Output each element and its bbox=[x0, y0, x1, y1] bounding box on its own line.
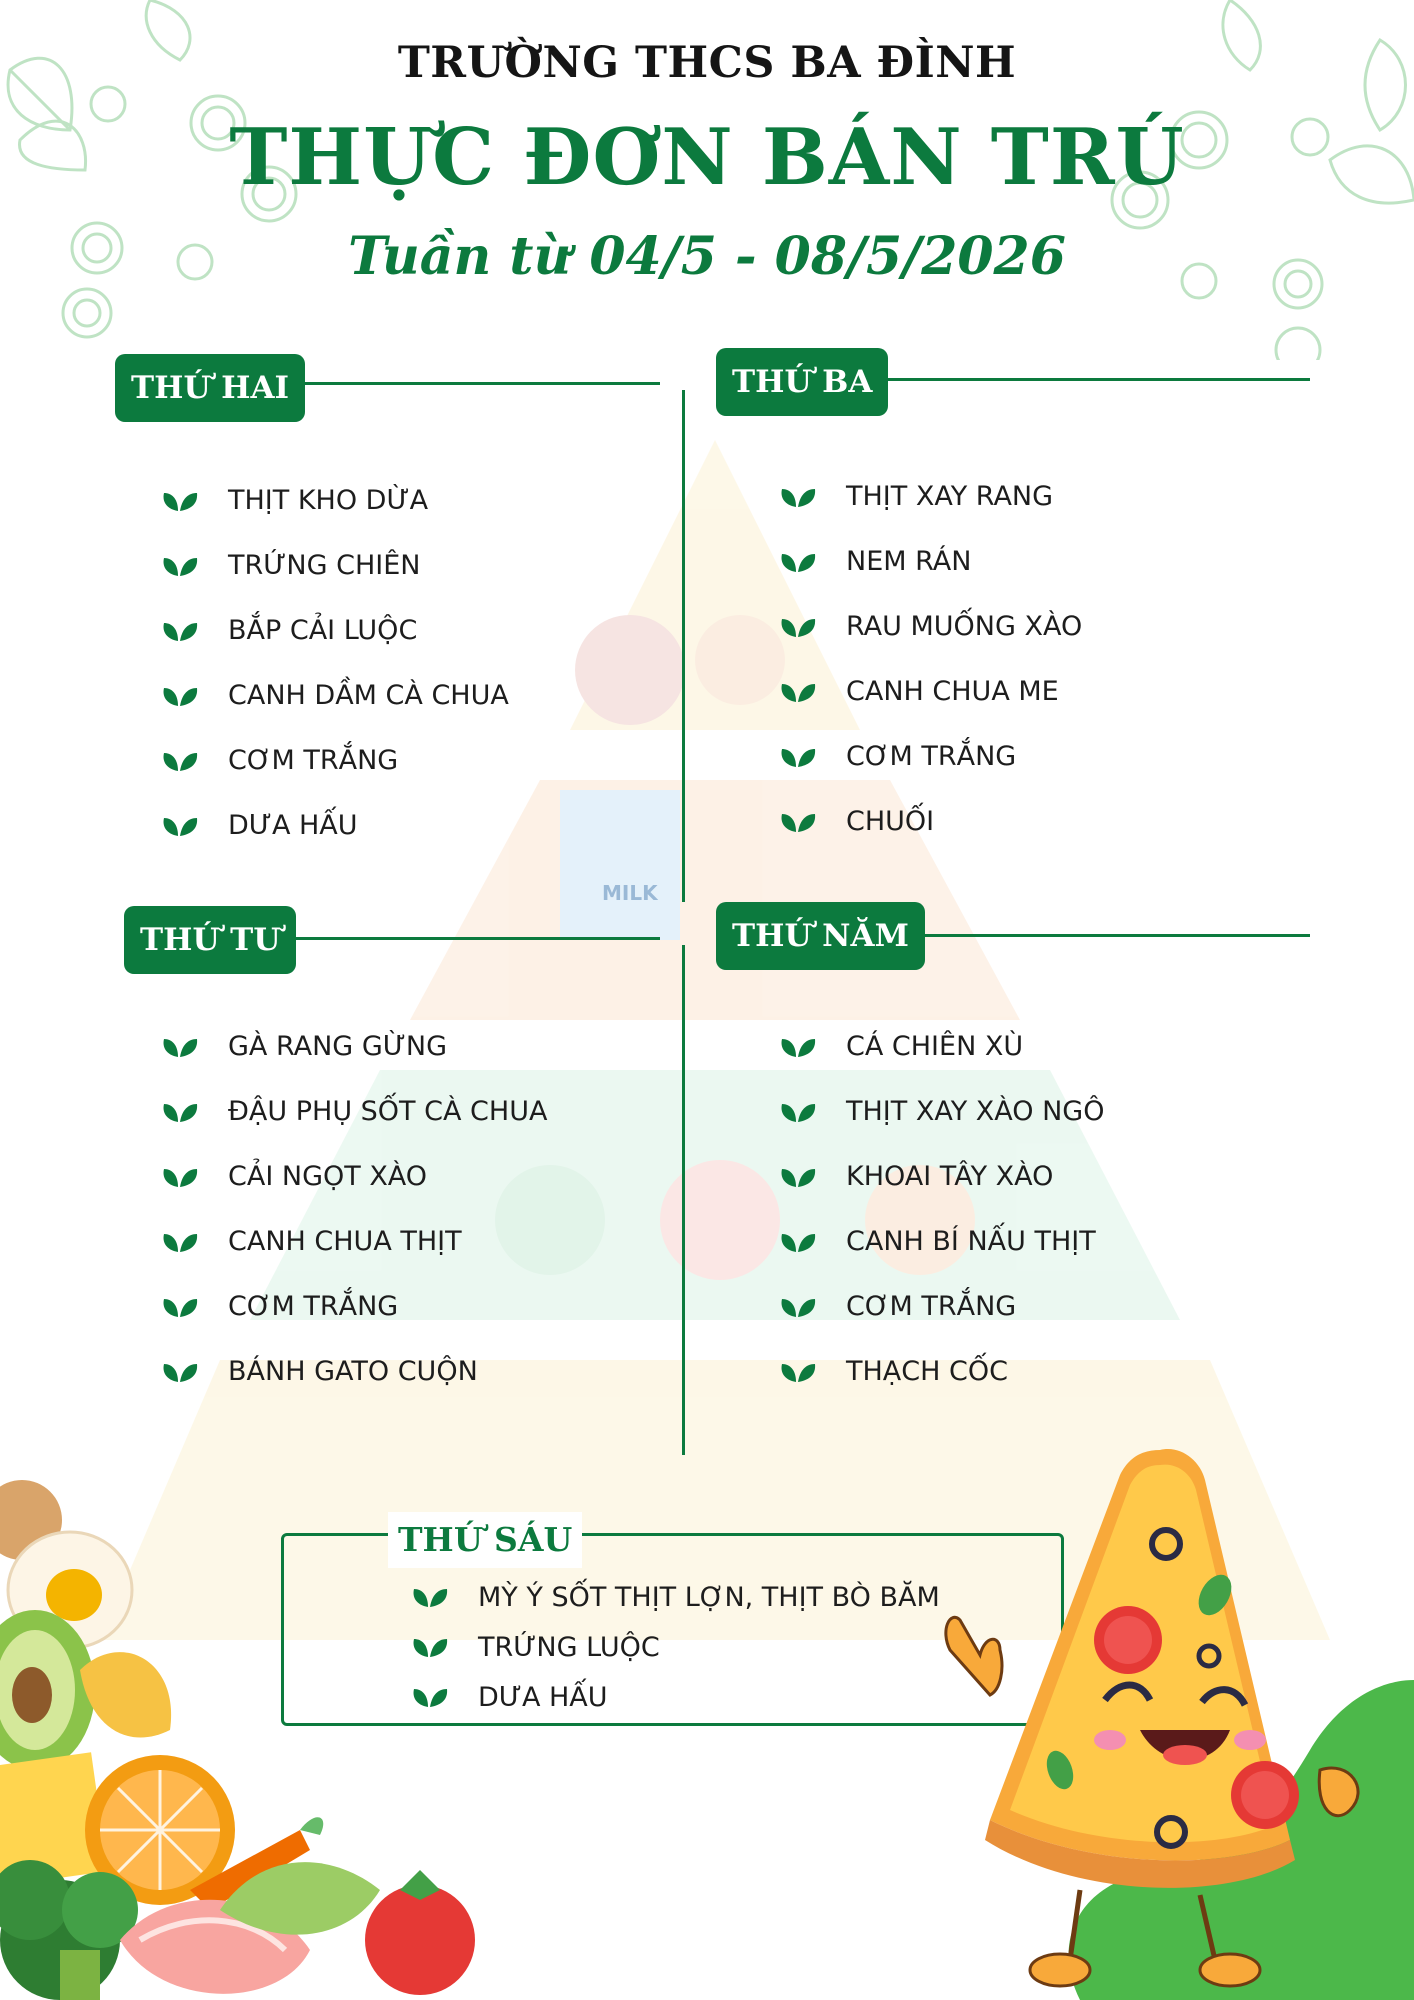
menu-item bbox=[162, 1079, 547, 1144]
leaf-icon bbox=[162, 1295, 198, 1319]
leaf-icon bbox=[780, 1360, 816, 1384]
menu-item-label: BẮP CẢI LUỘC bbox=[228, 615, 418, 646]
menu-item-label: CƠM TRẮNG bbox=[846, 741, 1017, 772]
menu-item bbox=[162, 533, 509, 598]
menu-item bbox=[780, 659, 1082, 724]
leaf-icon bbox=[162, 749, 198, 773]
leaf-icon bbox=[780, 745, 816, 769]
menu-item bbox=[162, 468, 509, 533]
leaf-icon bbox=[780, 1230, 816, 1254]
menu-item bbox=[162, 663, 509, 728]
menu-item-label: CẢI NGỌT XÀO bbox=[228, 1161, 428, 1192]
leaf-icon bbox=[162, 1035, 198, 1059]
menu-item-label: CANH DẦM CÀ CHUA bbox=[228, 680, 509, 711]
menu-item bbox=[780, 594, 1082, 659]
leaf-icon bbox=[162, 1360, 198, 1384]
menu-item-label: CƠM TRẮNG bbox=[846, 1291, 1017, 1322]
cucumber-slice-icon bbox=[1276, 328, 1320, 360]
menu-item-label: CANH CHUA THỊT bbox=[228, 1226, 462, 1257]
menu-item bbox=[780, 1274, 1104, 1339]
leaf-icon bbox=[780, 1035, 816, 1059]
menu-item-label: DƯA HẤU bbox=[228, 810, 358, 841]
leaf-icon bbox=[162, 1100, 198, 1124]
menu-item-label: THỊT XAY XÀO NGÔ bbox=[846, 1096, 1105, 1127]
menu-item-label: CANH BÍ NẤU THỊT bbox=[846, 1226, 1096, 1257]
leaf-icon bbox=[780, 1165, 816, 1189]
menu-item bbox=[780, 1144, 1104, 1209]
menu-item-label: CANH CHUA ME bbox=[846, 676, 1059, 707]
menu-item bbox=[780, 789, 1082, 854]
page-title: THỰC ĐƠN BÁN TRÚ bbox=[229, 112, 1185, 203]
menu-item-label: ĐẬU PHỤ SỐT CÀ CHUA bbox=[228, 1096, 548, 1127]
menu-item bbox=[780, 1079, 1104, 1144]
leaf-icon bbox=[780, 1100, 816, 1124]
leaf-icon bbox=[780, 680, 816, 704]
menu-item bbox=[780, 1014, 1104, 1079]
menu-item bbox=[162, 1339, 547, 1404]
menu-item-label: RAU MUỐNG XÀO bbox=[846, 611, 1083, 642]
menu-list-monday bbox=[162, 468, 509, 858]
menu-item-label: THỊT KHO DỪA bbox=[228, 485, 429, 516]
day-tag-wednesday: THỨ TƯ bbox=[124, 906, 296, 974]
menu-item bbox=[162, 793, 509, 858]
menu-item bbox=[780, 1339, 1104, 1404]
menu-item-label: CƠM TRẮNG bbox=[228, 1291, 399, 1322]
fruit-vegetable-pile-illustration bbox=[0, 1470, 520, 2000]
menu-item-label: CÁ CHIÊN XÙ bbox=[846, 1031, 1024, 1062]
menu-item-label: KHOAI TÂY XÀO bbox=[846, 1161, 1054, 1192]
leaf-icon bbox=[162, 1165, 198, 1189]
menu-item bbox=[162, 1209, 547, 1274]
menu-item bbox=[780, 464, 1082, 529]
day-tag-monday: THỨ HAI bbox=[115, 354, 305, 422]
leaf-icon bbox=[162, 489, 198, 513]
leaf-icon bbox=[162, 554, 198, 578]
menu-item-label: THỊT XAY RANG bbox=[846, 481, 1054, 512]
column-divider bbox=[682, 390, 685, 902]
section-rule bbox=[290, 382, 660, 385]
menu-item bbox=[162, 1274, 547, 1339]
leaf-icon bbox=[162, 1230, 198, 1254]
section-rule bbox=[912, 934, 1310, 937]
section-rule bbox=[876, 378, 1310, 381]
cucumber-slice-icon bbox=[63, 289, 111, 337]
menu-item-label: GÀ RANG GỪNG bbox=[228, 1031, 448, 1062]
section-rule bbox=[284, 937, 660, 940]
menu-item-label: CHUỐI bbox=[846, 806, 935, 837]
menu-item bbox=[162, 1014, 547, 1079]
leaf-icon bbox=[780, 485, 816, 509]
menu-list-wednesday bbox=[162, 1014, 547, 1404]
menu-item-label: MỲ Ý SỐT THỊT LỢN, THỊT BÒ BĂM bbox=[478, 1581, 940, 1613]
leaf-icon bbox=[780, 550, 816, 574]
leaf-icon bbox=[780, 1295, 816, 1319]
milk-label: MILK bbox=[602, 881, 658, 905]
menu-item bbox=[162, 598, 509, 663]
leaf-icon bbox=[780, 810, 816, 834]
day-tag-tuesday: THỨ BA bbox=[716, 348, 888, 416]
day-tag-friday: THỨ SÁU bbox=[388, 1512, 582, 1568]
day-tag-thursday: THỨ NĂM bbox=[716, 902, 925, 970]
menu-item-label: DƯA HẤU bbox=[478, 1681, 608, 1713]
menu-list-tuesday bbox=[780, 464, 1082, 854]
menu-item bbox=[780, 529, 1082, 594]
column-divider bbox=[682, 945, 685, 1455]
menu-item-label: TRỨNG CHIÊN bbox=[228, 550, 421, 581]
school-name: TRƯỜNG THCS BA ĐÌNH bbox=[397, 38, 1017, 88]
menu-item-label: NEM RÁN bbox=[846, 546, 972, 577]
pizza-mascot-illustration bbox=[930, 1440, 1370, 2000]
menu-item bbox=[162, 1144, 547, 1209]
menu-item bbox=[162, 728, 509, 793]
leaf-icon bbox=[780, 615, 816, 639]
menu-item-label: TRỨNG LUỘC bbox=[478, 1631, 660, 1663]
leaf-icon bbox=[162, 684, 198, 708]
menu-item-label: BÁNH GATO CUỘN bbox=[228, 1356, 478, 1387]
leaf-icon bbox=[162, 814, 198, 838]
menu-item-label: THẠCH CỐC bbox=[846, 1356, 1008, 1387]
leaf-icon bbox=[162, 619, 198, 643]
menu-item bbox=[780, 724, 1082, 789]
week-range: Tuần từ 04/5 - 08/5/2026 bbox=[348, 226, 1066, 287]
menu-list-thursday bbox=[780, 1014, 1104, 1404]
menu-item bbox=[780, 1209, 1104, 1274]
menu-item-label: CƠM TRẮNG bbox=[228, 745, 399, 776]
